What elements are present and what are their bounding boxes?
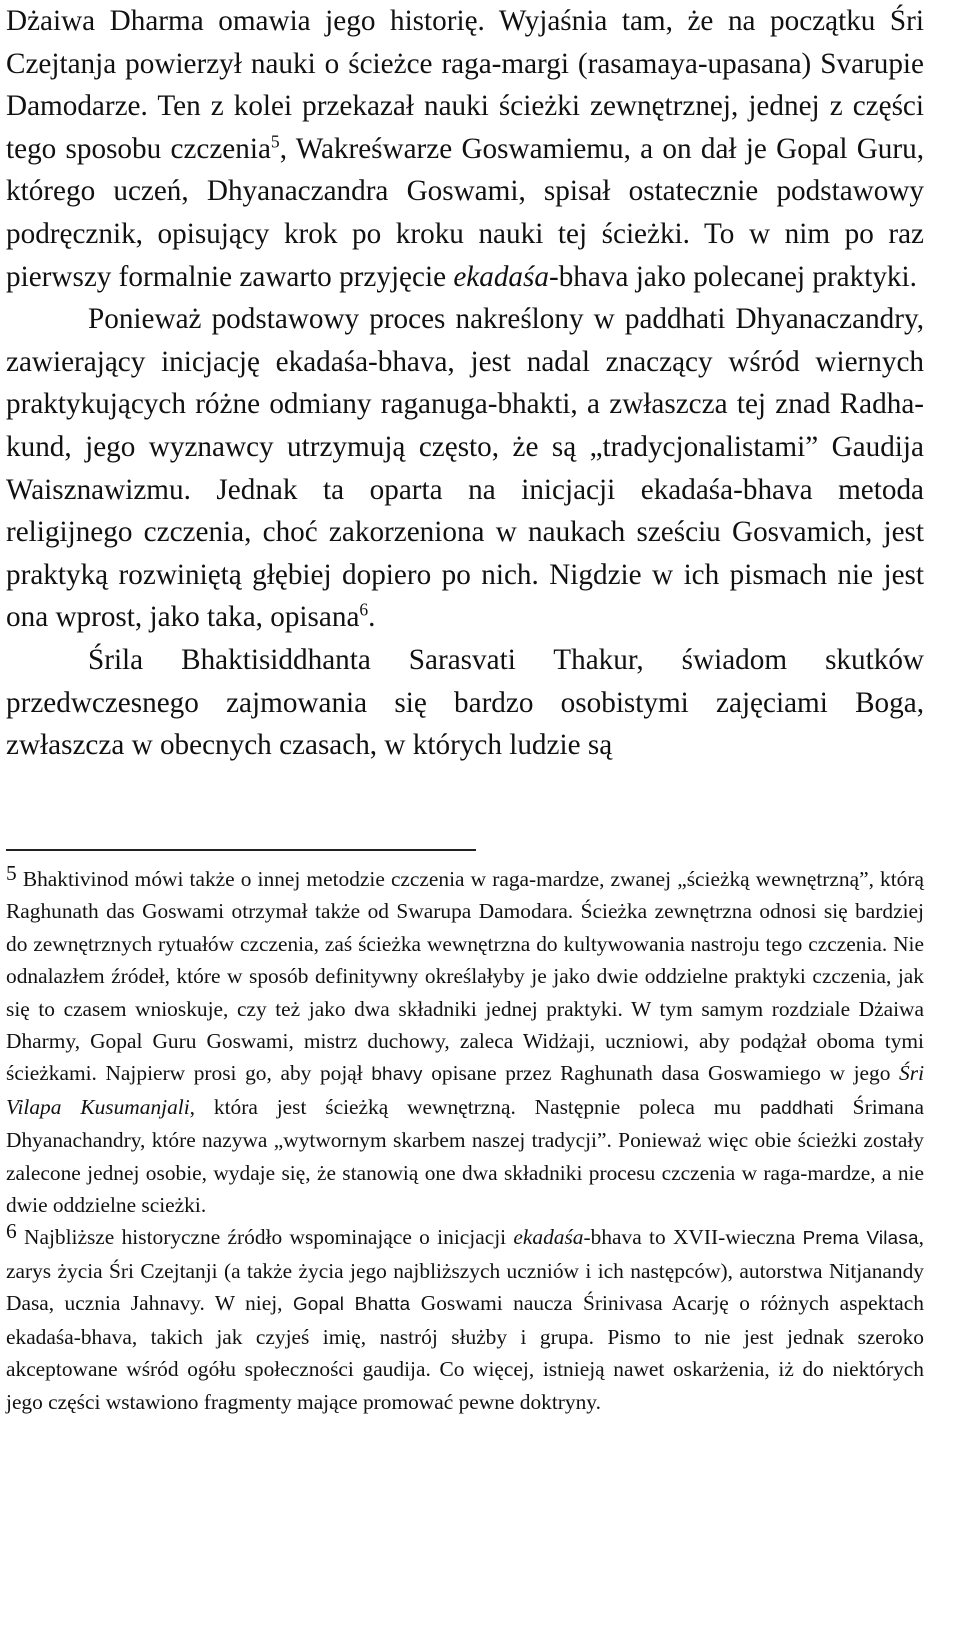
footnote-6-text-b: -bhava to XVII-wieczna xyxy=(583,1225,803,1250)
footnote-ref-6[interactable]: 6 xyxy=(359,599,369,620)
paragraph-2 xyxy=(6,298,924,639)
footnote-ref-5[interactable]: 5 xyxy=(270,131,280,152)
footnote-6-book-title: Prema Vilasa xyxy=(802,1227,919,1249)
paragraph-2-end: . xyxy=(368,601,376,634)
paragraph-3-text: Śrila Bhaktisiddhanta Sarasvati Thakur, świadom skutków przedwczesnego zajmowania się bardzo osobistymi zajęciami Boga, zwłaszcza w obecnych czasach, w których ludzie są xyxy=(6,643,924,762)
footnote-6-italic-term: ekadaśa xyxy=(513,1225,584,1250)
footnote-6-name: Gopal Bhatta xyxy=(292,1293,411,1315)
footnote-6-number: 6 xyxy=(6,1219,17,1244)
footnote-5-text-a: Bhaktivinod mówi także o innej metodzie czczenia w raga-mardze, zwanej „ścieżką wewnętrzną”, którą Raghunath das Goswami otrzymał także od Swarupa Damodara. Ścieżka zewnętrzna odnosi się bardziej do zewnętrznych rytuałów czczenia, zaś ścieżka wewnętrzna do kultywowania nastroju tego czczenia. Nie odnalazłem źródeł, które w sposób definitywny określałyby je jako dwie oddzielne praktyki czczenia, jak się to czasem wnioskuje, czy też jako dwa składniki jednej praktyki. W tym samym rozdziale Dżaiwa Dharmy, Gopal Guru Goswami, mistrz duchowy, zaleca Widżaji, uczniowi, aby podążał oboma tymi ścieżkami. Najpierw prosi go, aby pojął xyxy=(6,867,924,1086)
footnote-5-text-b: opisane przez Raghunath dasa Goswamiego w jego xyxy=(422,1061,900,1086)
footnote-5 xyxy=(6,863,924,1221)
footnote-5-text-c: , która jest ścieżką wewnętrzną. Następnie poleca mu xyxy=(189,1094,760,1119)
footnote-5-term-paddhati: paddhati xyxy=(759,1096,834,1118)
footnote-5-number: 5 xyxy=(6,861,17,885)
footnote-separator xyxy=(6,849,476,851)
paragraph-1-text-a: Dżaiwa Dharma omawia jego historię. Wyjaśnia tam, że na początku Śri Czejtanja powierzył nauki o ścieżce raga-margi (rasamaya-upasana) Svarupie Damodarze. Ten z kolei przekazał nauki ścieżki zewnętrznej, jednej z części tego sposobu czczenia xyxy=(6,5,924,165)
footnote-6 xyxy=(6,1221,924,1417)
paragraph-2-text: Ponieważ podstawowy proces nakreślony w paddhati Dhyanaczandry, zawierający inicjację ekadaśa-bhava, jest nadal znaczący wśród wiernych praktykujących różne odmiany raganuga-bhakti, a zwłaszcza tej znad Radha-kund, jego wyznawcy utrzymują często, że są „tradycjonalistami” Gaudija Waisznawizmu. Jednak ta oparta na inicjacji ekadaśa-bhava metoda religijnego czczenia, choć zakorzeniona w naukach sześciu Gosvamich, jest praktyką rozwiniętą głębiej dopiero po nich. Nigdzie w ich pismach nie jest ona wprost, jako taka, opisana xyxy=(6,303,924,634)
footnote-6-text-a: Najbliższe historyczne źródło wspominające o inicjacji xyxy=(16,1225,514,1250)
footnote-5-term-bhavy: bhavy xyxy=(371,1063,423,1085)
footnotes xyxy=(6,863,924,1418)
footnote-5-text-d: Śrimana Dhyanachandry, które nazywa „wytwornym skarbem naszej tradycji”. Ponieważ więc obie ścieżki zostały zalecone jednej osobie, wydaje się, że stanowią one dwa składniki procesu czczenia w raga-mardze, a nie dwie oddzielne scieżki. xyxy=(6,1094,924,1218)
footnote-5-book-title: Śri Vilapa Kusumanjali xyxy=(6,1061,925,1119)
main-text xyxy=(6,0,924,767)
paragraph-1-text-b: , Wakreśwarze Goswamiemu, a on dał je Gopal Guru, którego uczeń, Dhyanaczandra Goswami, spisał ostatecznie podstawowy podręcznik, opisujący krok po kroku nauki tej ścieżki. To w nim po raz pierwszy formalnie zawarto przyjęcie xyxy=(6,132,924,293)
footnote-6-text-d: Goswami naucza Śrinivasa Acarję o różnych aspektach ekadaśa-bhava, takich jak czyjeś imię, nastrój służby i grupa. Pismo to nie jest jednak szeroko akceptowane wśród ogółu społeczności gaudija. Co więcej, istnieją nawet oskarżenia, iż do niektórych jego części wstawiono fragmenty mające promować pewne doktryny. xyxy=(6,1291,924,1414)
paragraph-1-italic-term: ekadaśa xyxy=(453,260,549,293)
footnote-6-text-c: , zarys życia Śri Czejtanji (a także życia jego najbliższych uczniów i ich następców), autorstwa Nitjanandy Dasa, ucznia Jahnavy. W niej, xyxy=(6,1225,924,1316)
paragraph-1-text-c: -bhava jako polecanej praktyki. xyxy=(548,260,917,293)
paragraph-3 xyxy=(6,639,924,767)
paragraph-1 xyxy=(6,0,924,298)
document-page xyxy=(6,0,925,1414)
